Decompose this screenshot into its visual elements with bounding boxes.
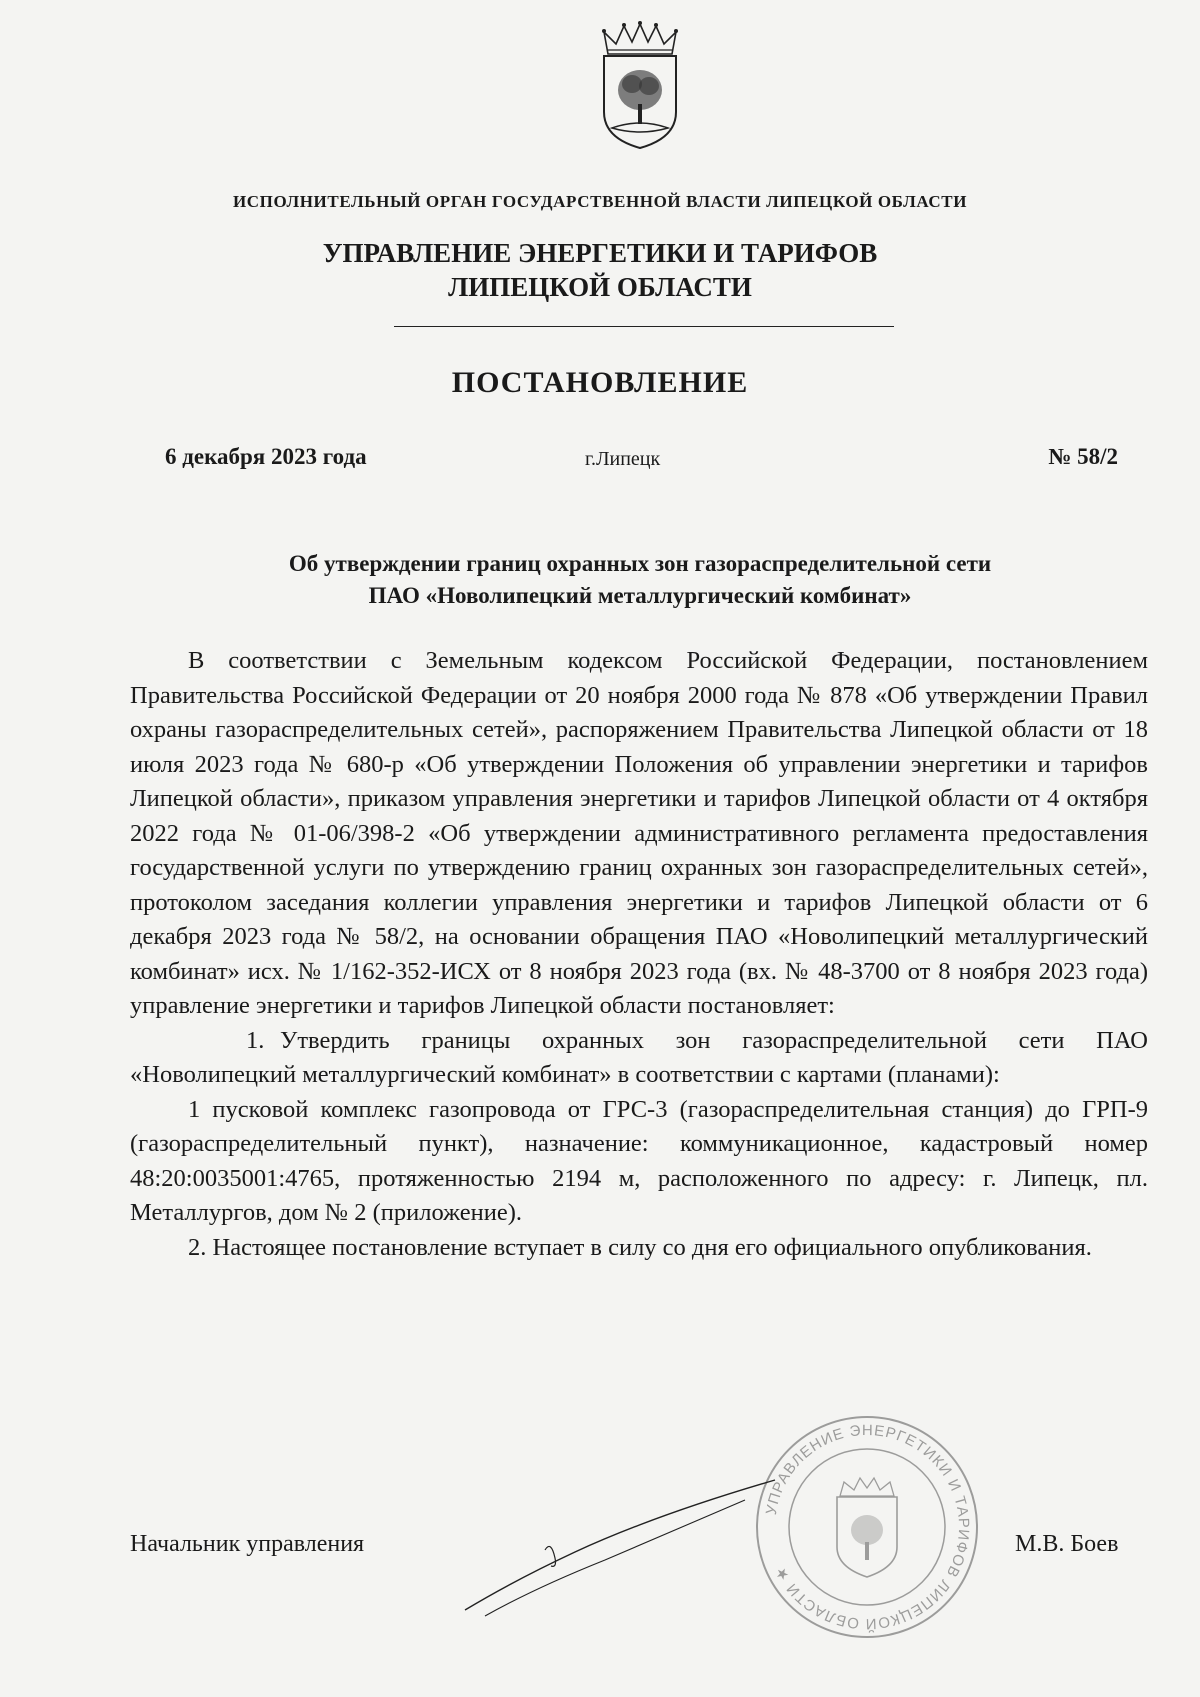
document-body (130, 644, 1148, 1265)
document-date: 6 декабря 2023 года (165, 444, 367, 469)
header-divider (394, 326, 894, 327)
department-line-2: ЛИПЕЦКОЙ ОБЛАСТИ (448, 272, 752, 302)
document-city: г.Липецк (585, 448, 661, 470)
item-1-text: Утвердить границы охранных зон газораспределительной сети ПАО «Новолипецкий металлургический комбинат» в соответствии с картами (планами): (130, 1026, 1148, 1088)
issuer-name: ИСПОЛНИТЕЛЬНЫЙ ОРГАН ГОСУДАРСТВЕННОЙ ВЛАСТИ ЛИПЕЦКОЙ ОБЛАСТИ (232, 192, 968, 211)
subject-line-2: ПАО «Новолипецкий металлургический комбинат» (368, 583, 912, 608)
svg-text:УПРАВЛЕНИЕ ЭНЕРГЕТИКИ И ТАРИФО: УПРАВЛЕНИЕ ЭНЕРГЕТИКИ И ТАРИФОВ ЛИПЕЦКОЙ ОБЛАСТИ ★ (762, 1421, 973, 1633)
item-1-number: 1. (246, 1026, 265, 1054)
item-2-paragraph: 2. Настоящее постановление вступает в силу со дня его официального опубликования. (188, 1233, 1092, 1261)
document-type: ПОСТАНОВЛЕНИЕ (451, 366, 749, 399)
subject-line-1: Об утверждении границ охранных зон газораспределительной сети (288, 551, 992, 576)
item-1-paragraph (130, 1024, 1148, 1093)
signatory-name: М.В. Боев (1015, 1531, 1119, 1557)
document-subject (130, 548, 1150, 612)
department-line-1: УПРАВЛЕНИЕ ЭНЕРГЕТИКИ И ТАРИФОВ (322, 238, 878, 268)
coat-of-arms-icon (594, 20, 686, 152)
document-number: № 58/2 (1048, 444, 1118, 469)
item-1-detail: 1 пусковой комплекс газопровода от ГРС-3 (газораспределительная станция) до ГРП-9 (газораспределительный пункт), назначение: коммуникационное, кадастровый номер 48:20:0035001:4765, протяженностью 2194 м, расположенного по адресу: г. Липецк, пл. Металлургов, дом № 2 (приложение). (130, 1095, 1148, 1226)
department-name (80, 236, 1120, 304)
signatory-position: Начальник управления (130, 1531, 365, 1557)
preamble-paragraph: В соответствии с Земельным кодексом Российской Федерации, постановлением Правительства Российской Федерации от 20 ноября 2000 года № 878 «Об утверждении Правил охраны газораспределительных сетей», распоряжением Правительства Липецкой области от 18 июля 2023 года № 680-р «Об утверждении Положения об управлении энергетики и тарифов Липецкой области», приказом управления энергетики и тарифов Липецкой области от 4 октября 2022 года № 01-06/398-2 «Об утверждении административного регламента предоставления государственной услуги по утверждению границ охранных зон газораспределительных сетей», протоколом заседания коллегии управления энергетики и тарифов Липецкой области от 6 декабря 2023 года № 58/2, на основании обращения ПАО «Новолипецкий металлургический комбинат» исх. № 1/162-352-ИСХ от 8 ноября 2023 года (вх. № 48-3700 от 8 ноября 2023 года) управление энергетики и тарифов Липецкой области постановляет: (130, 647, 1148, 1019)
handwritten-signature-icon (455, 1470, 785, 1620)
official-seal-icon (752, 1412, 982, 1642)
